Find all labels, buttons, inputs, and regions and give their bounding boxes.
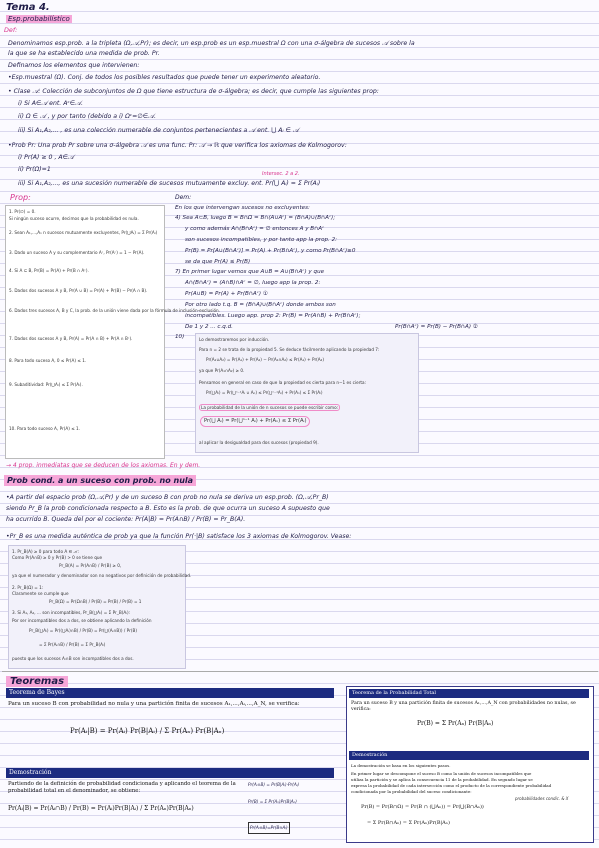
kbox-line: = Σ Pr(Aᵢ∩B) / Pr(B) = Σ Pr_B(Aᵢ) — [39, 642, 106, 647]
bayes-statement: Para un suceso B con probabilidad no nula y una partición finita de sucesos A₁,...,Aᵢ,...,A_N, se verifica: — [8, 701, 300, 707]
dem-line: 7) En primer lugar vemos que A∪B = A∪(B∩Aᶜ) y que — [175, 269, 325, 275]
kbox-line: Claramente se cumple que — [12, 591, 69, 596]
s1-line-11: iii) Si A₁,A₂,..., es una sucesión numerable de sucesos mutuamente excluy. ent. Pr(⋃ Aᵢ) = Σ Pr(Aᵢ) — [18, 180, 321, 187]
total-dem-line: En primer lugar se descompone el suceso B como la unión de sucesos incompatibles que — [351, 771, 532, 776]
s1-line-8: •Prob Pr: Una prob Pr sobre una σ-álgebra 𝒜 es una func. Pr: 𝒜 → ℝ que verifica los axiomas de Kolmogorov: — [8, 142, 347, 149]
section-title-prob-space: Esp.probabilístico — [8, 15, 70, 23]
kbox-line: 3. Si A₁, A₂, ... son incompatibles, Pr_B(⋃Aᵢ) = Σ Pr_B(Aᵢ): — [12, 610, 131, 615]
kbox-line: puesto que los sucesos Aᵢ∩B son incompatibles dos a dos. — [12, 656, 134, 661]
total-dem-note: probabilidades condic. & X — [515, 796, 569, 801]
prop-item: 3. Dado un suceso A y su complementario Aᶜ, Pr(Aᶜ) = 1 − Pr(A). — [9, 250, 145, 255]
dem-label: Dem: — [175, 194, 192, 201]
prop-item: 1. Pr(∅) = 0. — [9, 209, 36, 214]
prop-item: 8. Para todo suceso A, 0 ≤ Pr(A) ≤ 1. — [9, 358, 87, 363]
prop-item: 5. Dados dos sucesos A y B, Pr(A ∪ B) = Pr(A) + Pr(B) − Pr(A ∩ B). — [9, 288, 148, 293]
total-dem-line: La demostración se basa en los siguientes pasos. — [351, 763, 451, 768]
proof-line: Pr(A₁∪A₂) = Pr(A₁) + Pr(A₂) − Pr(A₁∩A₂) ≤ Pr(A₁) + Pr(A₂) — [206, 357, 324, 362]
s1-line-7: iii) Si A₁,A₂,... , es una colección numerable de conjuntos pertenecientes a 𝒜 ent. ⋃ Aᵢ ∈ 𝒜 — [18, 127, 299, 134]
kbox-line: Como Pr(A∩B) ≥ 0 y Pr(B) > 0 se tiene que — [12, 555, 103, 560]
proof-line: Pensamos en general en caso de que la propiedad es cierta para n−1 es cierta: — [199, 380, 366, 385]
bayes-dem-note: Pr(Aᵢ∩B)=Pr(B∩Aᵢ) — [248, 822, 290, 834]
divider — [2, 671, 598, 672]
side-note: Intersec. 2 a 2. — [262, 171, 300, 177]
total-dem-line: utiliza la partición y se aplica la consecuencia 11 de la probabilidad. En segundo lugar se — [351, 777, 533, 782]
total-dem-line: = Σ Pr(B∩Aₙ) = Σ Pr(Aₙ)Pr(B|Aₙ) — [367, 820, 450, 826]
total-dem-line: condicionada por la probabilidad del suceso condicionante: — [351, 789, 472, 794]
proof-line: al aplicar la desigualdad para dos sucesos (propiedad 9). — [199, 440, 319, 445]
dem-line: se da que Pr(A) ≤ Pr(B) — [185, 259, 251, 265]
bayes-dem-title: Demostración — [6, 768, 334, 778]
proof-box — [195, 333, 419, 453]
s1-line-9: i) Pr(A) ≥ 0 , A∈𝒜 — [18, 154, 74, 161]
total-dem-line: expresa la probabilidad de cada intersección como el producto de la correspondiente probabilidad — [351, 783, 552, 788]
proof-line: La probabilidad de la unión de n sucesos se puede escribir como: — [201, 405, 339, 410]
dem-line: A∩(B∩Aᶜ) = (A∩B)∩Aᶜ = ∅, luego app la prop. 2: — [185, 280, 321, 286]
s1-line-0: Denominamos esp.prob. a la tripleta (Ω,𝒜,Pr); es decir, un esp.prob es un esp.muestral Ω con una σ-álgebra de sucesos 𝒜 sobre la — [8, 40, 415, 47]
bayes-dem-note: Pr(Aᵢ∩B) = Pr(B|Aᵢ)·Pr(Aᵢ) — [248, 782, 300, 787]
kbox-line: ya que el numerador y denominador son no negativos por definición de probabilidad. — [12, 573, 192, 578]
dem-line: incompatibles. Luego app. prop 2: Pr(B) = Pr(A∩B) + Pr(B∩Aᶜ); — [185, 313, 361, 319]
proof-line: Pr(⋃ Aᵢ) = Pr(⋃ⁿ⁻¹ Aᵢ) + Pr(Aₙ) ≤ Σ Pr(Aᵢ) — [200, 416, 310, 427]
proof-line: Lo demostraremos por inducción. — [199, 337, 270, 342]
total-dem-title: Demostración — [349, 751, 589, 760]
page-title: Tema 4. — [6, 2, 50, 13]
bayes-formula: Pr(Aᵢ|B) = Pr(Aᵢ) Pr(B|Aᵢ) / Σ Pr(Aₙ) Pr(B|Aₙ) — [70, 727, 225, 735]
kbox-line: Pr_B(Ω) = Pr(Ω∩B) / Pr(B) = Pr(B) / Pr(B) = 1 — [49, 599, 142, 604]
kolmogorov-box — [8, 545, 192, 669]
s1-line-5: i) Si A∈𝒜 ent. Aᶜ∈𝒜. — [18, 100, 83, 107]
kbox-line: Pr_B(⋃Aᵢ) = Pr((⋃Aᵢ)∩B) / Pr(B) = Pr(⋃(Aᵢ∩B)) / Pr(B) — [29, 628, 137, 633]
proof-line: Para n = 2 se trata de la propiedad 5. Se deduce fácilmente aplicando la propiedad 7: — [199, 347, 380, 352]
dem-line: Por otro lado t.q. B = (B∩A)∪(B∩Aᶜ) donde ambos son — [185, 302, 336, 308]
dem-line: son sucesos incompatibles, y por tanto app la prop. 2: — [185, 237, 338, 243]
dem-line: En los que intervengan sucesos no excluyentes: — [175, 205, 310, 211]
props-label: Prop: — [10, 193, 31, 202]
s1-line-4: • Clase 𝒜: Colección de subconjuntos de Ω que tiene estructura de σ-álgebra; es decir, que cumple las siguientes prop: — [8, 88, 379, 95]
s1-line-6: ii) Ω ∈ 𝒜 , y por tanto (debido a i) Ωᶜ=∅∈𝒜. — [18, 113, 156, 120]
s2-line: siendo Pr_B la prob condicionada respecto a B. Esto es la prob. de que ocurra un suceso A supuesto que — [6, 505, 330, 512]
s1-line-10: ii) Pr(Ω)=1 — [18, 166, 51, 173]
proof-line: Pr(⋃Aᵢ) = Pr(⋃ⁿ⁻¹Aᵢ ∪ Aₙ) ≤ Pr(⋃ⁿ⁻¹Aᵢ) + Pr(Aₙ) ≤ Σ Pr(Aᵢ) — [206, 390, 323, 395]
prop-item: 6. Dados tres sucesos A, B y C, la prob. de la unión viene dada por la fórmula de inclusión-exclusión. — [9, 308, 221, 313]
s2-line: ha ocurrido B. Queda del por el cociente: Pr(A|B) = Pr(A∩B) / Pr(B) = Pr_B(A). — [6, 516, 246, 523]
bayes-title: Teorema de Bayes — [6, 688, 334, 698]
s1-line-2: Definamos los elementos que intervienen: — [8, 62, 140, 69]
s2-line: •Pr_B es una medida auténtica de prob ya que la función Pr(·|B) satisface los 3 axiomas de Kolmogorov. Vease: — [6, 533, 352, 540]
kbox-line: Pr_B(A) = Pr(A∩B) / Pr(B) ≥ 0, — [59, 563, 122, 568]
s1-line-1: la que se ha establecido una medida de prob. Pr. — [8, 50, 160, 57]
prop-item: Si ningún suceso ocurre, decimos que la probabilidad es nula. — [9, 216, 139, 221]
bayes-dem-formula: Pr(Aᵢ|B) = Pr(Aᵢ∩B) / Pr(B) = Pr(Aᵢ)Pr(B|Aᵢ) / Σ Pr(Aₙ)Pr(B|Aₙ) — [8, 805, 194, 812]
kbox-line: 1. Pr_B(A) ≥ 0 para todo A ∈ 𝒜: — [12, 549, 79, 554]
total-dem-line: Pr(B) = Pr(B∩Ω) = Pr(B ∩ (⋃Aₙ)) = Pr(⋃(B∩Aₙ)) — [361, 804, 484, 810]
dem-line: Pr(B) = Pr[A∪(B∩Aᶜ)] = Pr(A) + Pr(B∩Aᶜ), y como Pr(B∩Aᶜ)≥0 — [185, 248, 356, 254]
prop-item: 2. Sean A₁,...,Aₙ n sucesos mutuamente excluyentes, Pr(⋃Aᵢ) = Σ Pr(Aᵢ) — [9, 230, 158, 235]
prop-item: 7. Dados dos sucesos A y B, Pr(A) = Pr(A ∩ B) + Pr(A ∩ Bᶜ). — [9, 336, 133, 341]
total-prob-panel — [346, 686, 594, 843]
total-formula: Pr(B) = Σ Pr(Aₙ) Pr(B|Aₙ) — [417, 720, 494, 727]
prop-item: 9. Subaditividad: Pr(⋃Aᵢ) ≤ Σ Pr(Aᵢ). — [9, 382, 83, 387]
bayes-dem-text: Partiendo de la definición de probabilidad condicionada y aplicando el teorema de la probabilidad total en el denominador, se obtiene: — [8, 781, 236, 794]
proof-line: ya que Pr(A₁∩A₂) ≥ 0. — [199, 368, 245, 373]
dem-line: Pr(A∪B) = Pr(A) + Pr(B∩Aᶜ) ① — [185, 291, 268, 297]
section-title-conditional: Prob cond. a un suceso con prob. no nula — [4, 475, 196, 486]
theorems-heading: Teoremas — [6, 676, 68, 687]
s2-line: •A partir del espacio prob (Ω,𝒜,Pr) y de un suceso B con prob no nula se deriva un esp.prob. (Ω,𝒜,Pr_B) — [6, 494, 329, 501]
prop-item: 10. Para todo suceso A, Pr(A) ≤ 1. — [9, 426, 81, 431]
total-title: Teorema de la Probabilidad Total — [349, 689, 589, 698]
def-label: Def: — [4, 26, 18, 34]
dem-line: 10) — [175, 334, 185, 340]
total-statement: Para un suceso B y una partición finita de sucesos A₁,...,A_N con probabilidades no nulas, se verifica: — [351, 701, 576, 712]
kbox-line: Por ser incompatibles dos a dos, se obtiene aplicando la definición — [12, 618, 152, 623]
dem-side: Pr(B∩Aᶜ) = Pr(B) − Pr(B∩A) ② — [395, 324, 478, 330]
dem-line: De 1 y 2 ... c.q.d. — [185, 324, 233, 330]
s1-line-3: •Esp.muestral (Ω). Conj. de todos los posibles resultados que puede tener un experimento aleatorio. — [8, 74, 321, 81]
prop-item: 4. Si A ⊆ B, Pr(B) = Pr(A) + Pr(B ∩ Aᶜ). — [9, 268, 89, 273]
kbox-line: 2. Pr_B(Ω) = 1: — [12, 585, 44, 590]
bayes-dem-note: Pr(B) = Σ Pr(Aₙ)Pr(B|Aₙ) — [248, 799, 297, 804]
section2-note: → 4 prop. inmediatas que se deducen de los axiomas. En y dem. — [6, 462, 201, 469]
dem-line: y como además A∩(B∩Aᶜ) = ∅ entonces A y B∩Aᶜ — [185, 226, 325, 232]
dem-line: 4) Sea A⊂B, luego B = B∩Ω = B∩(A∪Aᶜ) = (B∩A)∪(B∩Aᶜ); — [175, 215, 336, 221]
